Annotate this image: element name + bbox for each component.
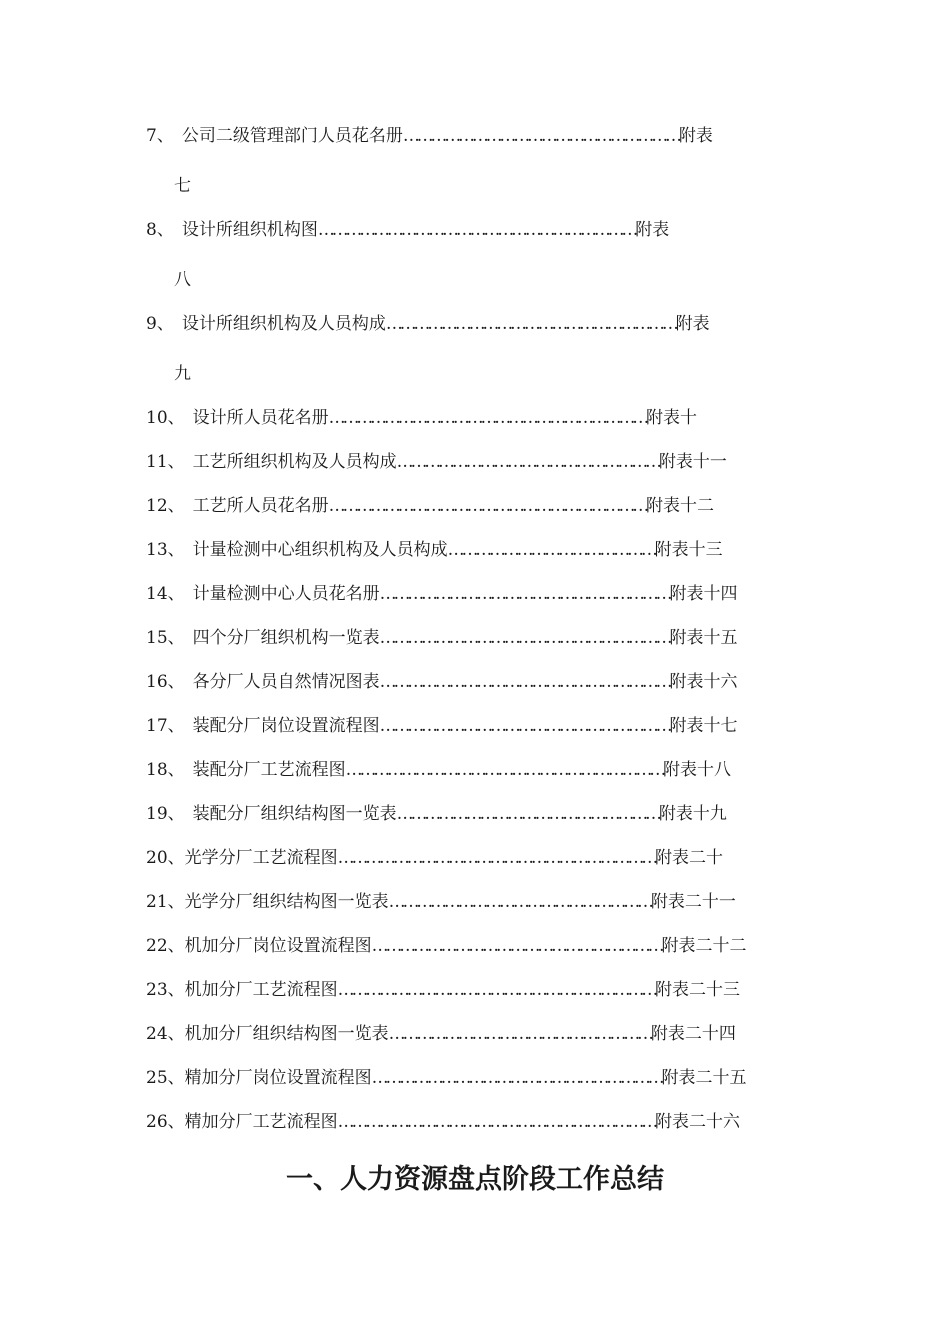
toc-entry-number: 23、 (146, 980, 185, 1000)
toc-entry-label: 精加分厂岗位设置流程图 (184, 1068, 372, 1088)
toc-entry (146, 406, 697, 430)
toc-entry-reference: 附表二十六 (655, 1112, 741, 1132)
toc-entry (146, 802, 727, 826)
toc-leader-dots: ……………………………………… (447, 540, 655, 560)
toc-entry-label: 装配分厂工艺流程图 (192, 760, 346, 780)
toc-leader-dots: ……………………………………………………… (379, 672, 670, 692)
toc-leader-dots: …………………………………………………………… (345, 760, 664, 780)
toc-entry (146, 846, 723, 870)
toc-leader-dots: ……………………………………………………… (379, 628, 670, 648)
toc-entry-number: 9、 (146, 314, 174, 334)
toc-entry-number: 15、 (146, 628, 185, 648)
toc-entry-reference: 附表十四 (669, 584, 738, 604)
toc-entry-number: 11、 (146, 452, 185, 472)
toc-entry (146, 1022, 736, 1046)
toc-entry (146, 714, 737, 738)
toc-entry-reference: 附表二十五 (661, 1068, 747, 1088)
toc-entry-reference: 附表十二 (646, 496, 715, 516)
toc-leader-dots: ………………………………………………… (388, 1024, 651, 1044)
toc-leader-dots: ……………………………………………………… (385, 314, 676, 334)
toc-entry-label: 设计所组织机构及人员构成 (181, 314, 386, 334)
toc-entry-number: 13、 (146, 540, 185, 560)
toc-entry-label: 设计所人员花名册 (192, 408, 329, 428)
toc-entry (146, 934, 746, 958)
toc-entry-label: 四个分厂组织机构一览表 (192, 628, 380, 648)
toc-entry-number: 20、 (146, 848, 185, 868)
toc-entry-number: 12、 (146, 496, 185, 516)
toc-leader-dots: …………………………………………………………… (317, 220, 636, 240)
toc-leader-dots: ……………………………………………………… (371, 1068, 662, 1088)
toc-leader-dots: ………………………………………………… (396, 452, 659, 472)
toc-leader-dots: ……………………………………………………… (379, 584, 670, 604)
toc-leader-dots: ………………………………………………… (388, 892, 651, 912)
toc-entry-number: 21、 (146, 892, 185, 912)
toc-entry-number: 22、 (146, 936, 185, 956)
toc-entry (146, 758, 731, 782)
toc-entry-reference: 附表二十三 (655, 980, 741, 1000)
toc-entry-continuation: 七 (174, 176, 191, 196)
toc-entry-reference: 附表十一 (658, 452, 727, 472)
toc-entry-reference: 附表十三 (654, 540, 723, 560)
toc-entry-reference: 附表十五 (669, 628, 738, 648)
toc-entry-label: 机加分厂组织结构图一览表 (184, 1024, 389, 1044)
toc-entry-number: 26、 (146, 1112, 185, 1132)
toc-entry-label: 公司二级管理部门人员花名册 (181, 126, 403, 146)
toc-entry (146, 626, 737, 650)
toc-entry-label: 工艺所组织机构及人员构成 (192, 452, 397, 472)
toc-entry-label: 光学分厂组织结构图一览表 (184, 892, 389, 912)
toc-entry-label: 机加分厂岗位设置流程图 (184, 936, 372, 956)
toc-entry-label: 计量检测中心组织机构及人员构成 (192, 540, 448, 560)
toc-entry (146, 450, 727, 474)
toc-entry-reference: 附表 (675, 314, 710, 334)
toc-leader-dots: …………………………………………………………… (328, 496, 647, 516)
toc-entry (146, 1066, 746, 1090)
toc-entry-number: 24、 (146, 1024, 185, 1044)
toc-entry-label: 装配分厂组织结构图一览表 (192, 804, 397, 824)
toc-entry-label: 工艺所人员花名册 (192, 496, 329, 516)
toc-entry-label: 精加分厂工艺流程图 (184, 1112, 338, 1132)
toc-entry (146, 978, 740, 1002)
toc-entry-label: 设计所组织机构图 (181, 220, 318, 240)
toc-entry (146, 312, 710, 336)
toc-entry-number: 25、 (146, 1068, 185, 1088)
toc-entry-reference: 附表十七 (669, 716, 738, 736)
toc-leader-dots: ……………………………………………………… (371, 936, 662, 956)
toc-entry-label: 装配分厂岗位设置流程图 (192, 716, 380, 736)
toc-entry (146, 582, 737, 606)
toc-entry-number: 16、 (146, 672, 185, 692)
toc-leader-dots: …………………………………………………………… (337, 848, 656, 868)
toc-entry-reference: 附表十 (646, 408, 698, 428)
toc-entry-label: 光学分厂工艺流程图 (184, 848, 338, 868)
toc-entry-continuation: 九 (174, 364, 191, 384)
toc-entry-label: 计量检测中心人员花名册 (192, 584, 380, 604)
toc-leader-dots: …………………………………………………………… (337, 980, 656, 1000)
toc-leader-dots: ………………………………………………… (396, 804, 659, 824)
toc-entry-reference: 附表 (678, 126, 713, 146)
toc-entry-reference: 附表十九 (658, 804, 727, 824)
toc-entry-reference: 附表二十一 (650, 892, 736, 912)
toc-entry-label: 各分厂人员自然情况图表 (192, 672, 380, 692)
toc-entry-reference: 附表十六 (669, 672, 738, 692)
toc-entry (146, 494, 714, 518)
toc-entry-reference: 附表二十 (655, 848, 724, 868)
toc-entry-reference: 附表 (635, 220, 670, 240)
toc-entry-number: 18、 (146, 760, 185, 780)
toc-entry-number: 14、 (146, 584, 185, 604)
toc-entry (146, 218, 669, 242)
toc-entry-number: 10、 (146, 408, 185, 428)
toc-leader-dots: …………………………………………………… (402, 126, 679, 146)
toc-leader-dots: …………………………………………………………… (337, 1112, 656, 1132)
toc-entry-reference: 附表二十二 (661, 936, 747, 956)
toc-entry-reference: 附表二十四 (650, 1024, 736, 1044)
toc-entry (146, 538, 723, 562)
toc-entry (146, 1110, 740, 1134)
section-title: 一、人力资源盘点阶段工作总结 (286, 1164, 664, 1195)
toc-entry-number: 8、 (146, 220, 174, 240)
toc-leader-dots: ……………………………………………………… (379, 716, 670, 736)
toc-entry-number: 19、 (146, 804, 185, 824)
toc-entry (146, 124, 713, 148)
toc-entry-number: 7、 (146, 126, 174, 146)
toc-entry-number: 17、 (146, 716, 185, 736)
toc-entry (146, 670, 737, 694)
toc-entry-label: 机加分厂工艺流程图 (184, 980, 338, 1000)
toc-entry-reference: 附表十八 (663, 760, 732, 780)
toc-entry (146, 890, 736, 914)
toc-entry-continuation: 八 (174, 270, 191, 290)
toc-leader-dots: …………………………………………………………… (328, 408, 647, 428)
